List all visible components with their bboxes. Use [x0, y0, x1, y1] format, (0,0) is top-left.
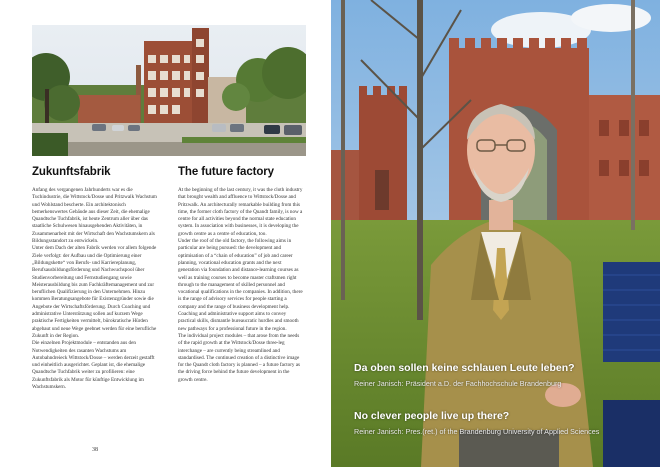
german-body — [32, 187, 158, 391]
right-page — [331, 0, 660, 467]
portrait-photo — [331, 0, 660, 467]
german-quote-attribution: Reiner Janisch: Präsident a.D. der Fachhochschule Brandenburg — [354, 379, 562, 388]
german-paragraph: Die einzelnen Projektmodule – entstanden aus den Notwendigkeiten des rasanten Wachstums am Autobahndreieck Wittstock/Dosse – werden derzeit gestafft und einheitlich ausgerichtet. Geplant ist, die ehemalige Quandtsche Tuchfabrik weiter zu profilieren: eine Zukunftsfabrik als Motor für künftige Entwicklung im Wachstumskern. — [32, 340, 155, 391]
page-number: 38 — [92, 447, 98, 453]
english-body — [178, 187, 304, 384]
german-paragraph: Anfang des vergangenen Jahrhunderts war es die Tuchindustrie, die Wittstock/Dosse und Pritzwalk Wachstum und Wohlstand bescherte. Ein architektonisch bemerkenswertes Gebäude aus dieser Zeit, die ehemalige Quandtsche Tuchfabrik, ist heute Zentrum aller über das staatliche Schulwesen hinausgehenden Aktivitäten, in Zusammenarbeit mit der Wirtschaft den Wachstumskern als Bildungsstandort zu entwickeln. — [32, 187, 157, 245]
factory-building-photo — [32, 25, 306, 156]
german-paragraph: Unter dem Dach der alten Fabrik werden vor allem folgende Ziele verfolgt: der Aufbau und die Optimierung einer „Bildungskette“ von Berufs- und Karriereplanung, Berufsausbildungsförderung und Nachwuchspool über Studienvorbereitung und Fernstudiengang sowie Meisterausbildung bis zum Fachkräftemanagement und zur beruflichen Qualifizierung in den Unternehmen. Hinzu kommen Beratungsangebote für Existenzgründer sowie die Angebote der Wirtschaftsförderung. Durch Coaching und administrative Unterstützung sollen auf kurzem Wege praktische Fertigkeiten vermittelt, bürokratische Hürden abgebaut und neue Wege geebnet werden für eine berufliche Zukunft in der Region. — [32, 245, 157, 339]
english-paragraph: The individual project modules – that arose from the needs of the rapid growth at the Wittstock/Dosse three-leg interchange – are currently being streamlined and standardised. The continued creation of a distinctive image for the Quandt cloth factory is planned – a future factory as the driving force behind the future development in the growth centre. — [178, 332, 301, 383]
english-heading: The future factory — [178, 166, 274, 178]
english-quote-attribution: Reiner Janisch: Pres.(ret.) of the Brandenburg University of Applied Sciences — [354, 427, 600, 436]
english-quote-title: No clever people live up there? — [354, 410, 510, 422]
english-column — [178, 166, 304, 384]
english-paragraph: Under the roof of the old factory, the following aims in particular are being pursued: the development and optimisation of a “chain of education” of job and career planning, vocational education grants and the next generation via foundation and distance-learning courses as well as training courses to become master craftsmen right through to the management of skilled personnel and vocational qualifications in the companies. In addition, there is the range of advisory services for people starting a company and the range of business development help. Coaching and administrative support aims to convey practical skills, dismantle bureaucratic hurdles and smooth new pathways for a professional future in the region. — [178, 238, 303, 332]
german-column — [32, 166, 158, 391]
german-heading: Zukunftsfabrik — [32, 166, 111, 178]
german-quote-title: Da oben sollen keine schlauen Leute leben? — [354, 362, 575, 374]
english-paragraph: At the beginning of the last century, it was the cloth industry that brought wealth and affluence to Wittstock/Dosse and Pritzwalk. An architecturally remarkable building from this time, the former cloth factory of the Quandt family, is now a centre for all activities beyond the normal state education system. In association with businesses, it is developing the growth centre as a centre of education, too. — [178, 187, 303, 237]
